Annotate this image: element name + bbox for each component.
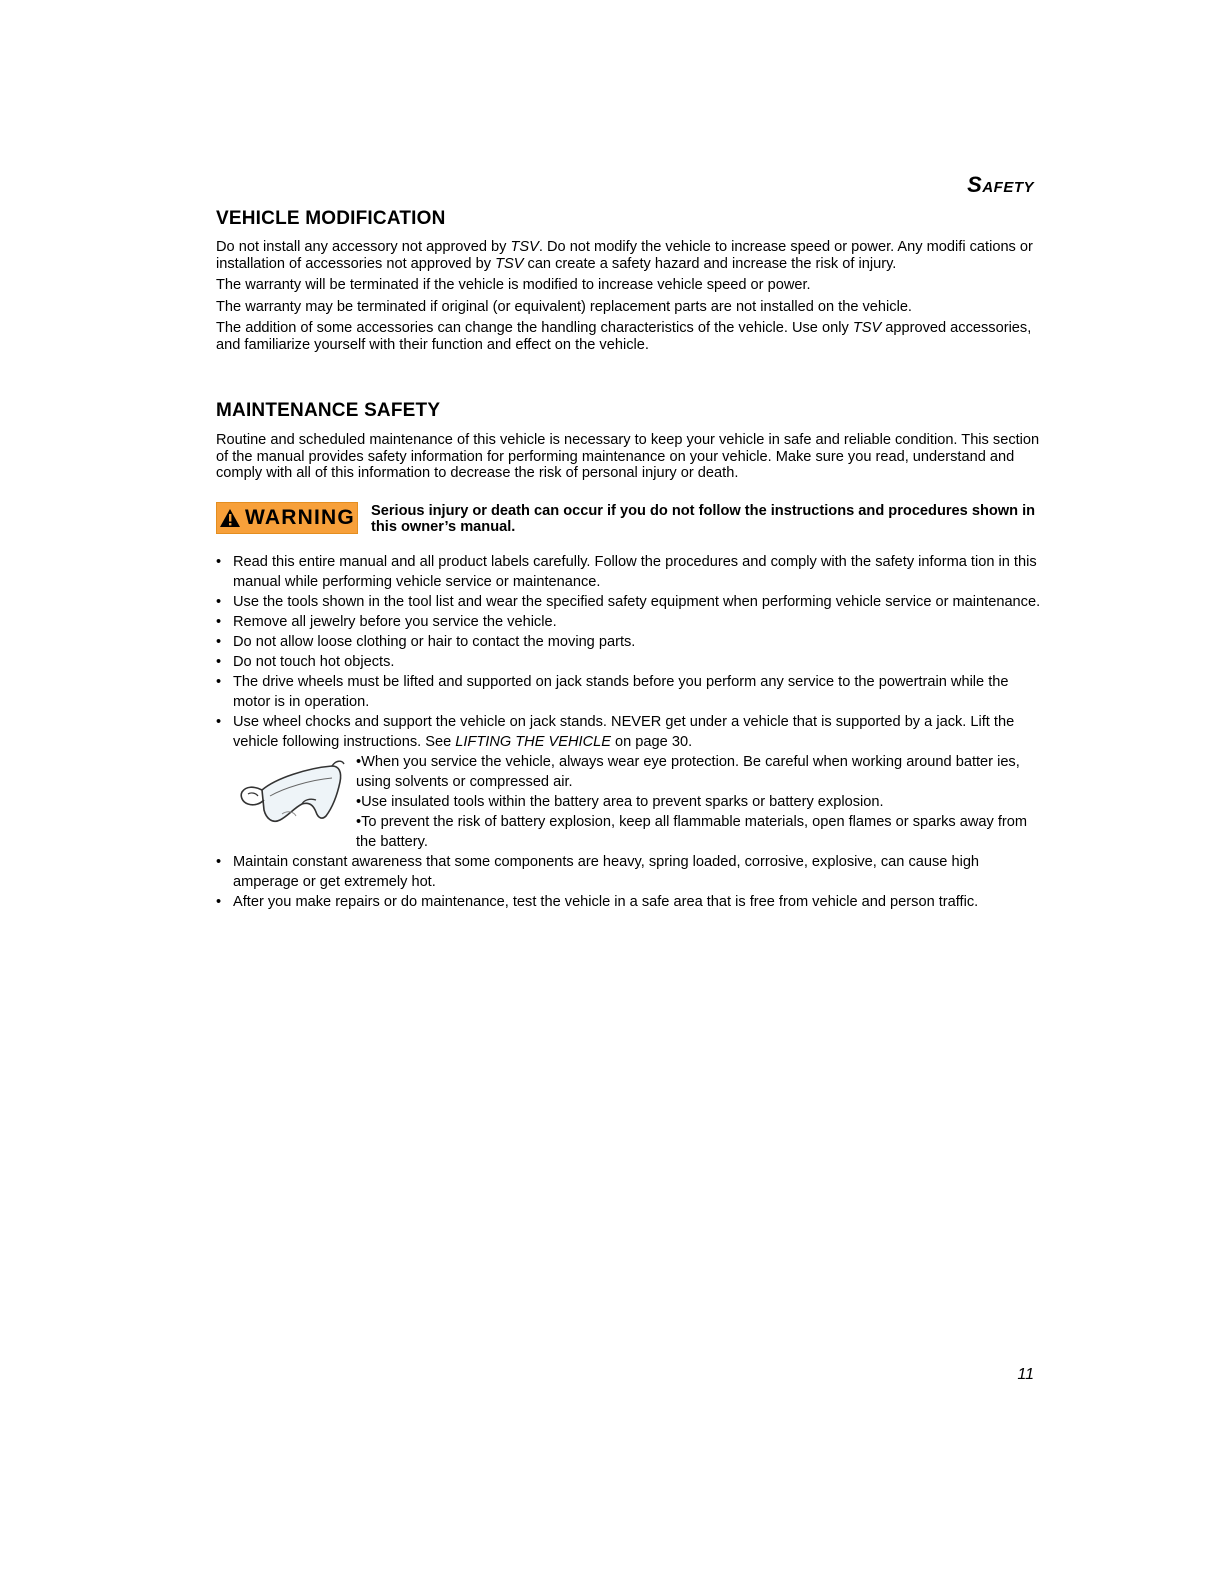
list-item-text: Use the tools shown in the tool list and wear the specified safety equipment when performing vehicle service or maintenance.	[233, 593, 1041, 610]
brand-name: TSV	[510, 239, 539, 255]
list-item	[216, 892, 1046, 912]
list-item-text: on page 30.	[610, 733, 693, 750]
safety-goggles-icon	[236, 756, 346, 836]
text: The addition of some accessories can change the handling characteristics of the vehicle. Use only	[216, 320, 853, 336]
text: Do not install any accessory not approved by	[216, 239, 511, 255]
list-item-text: Do not allow loose clothing or hair to contact the moving parts.	[233, 633, 636, 650]
list-item	[216, 552, 1046, 592]
running-head: Safety	[967, 172, 1034, 197]
bullet: •	[216, 553, 222, 570]
bullet: •	[216, 893, 222, 910]
eye-notes-list	[356, 752, 1046, 852]
bullet: •	[216, 853, 222, 870]
section-title-maintenance-safety: MAINTENANCE SAFETY	[216, 400, 441, 421]
list-item-text: Use wheel chocks and support the vehicle on jack stands. NEVER get under a vehicle that is supported by a jack. Lift the vehicle following instructions. See	[233, 713, 1015, 750]
eye-note: •When you service the vehicle, always wear eye protection. Be careful when working around batter ies, using solvents or compressed air.	[356, 753, 1020, 790]
warning-block	[216, 502, 1046, 536]
cross-reference: LIFTING THE VEHICLE	[455, 733, 611, 750]
warning-word: WARNING	[245, 505, 355, 529]
text: . Do not modify the vehicle to increase speed or power. Any modifi cations or installation of accessories not approved by	[216, 239, 1033, 272]
list-item-text: Remove all jewelry before you service the vehicle.	[233, 613, 557, 630]
list-item	[216, 652, 1046, 672]
brand-name: TSV	[495, 255, 524, 272]
list-item-text: Read this entire manual and all product labels carefully. Follow the procedures and comply with the safety informa tion in this manual while performing vehicle service or maintenance.	[233, 553, 1037, 590]
paragraph: The warranty may be terminated if original (or equivalent) replacement parts are not installed on the vehicle.	[216, 298, 912, 315]
eye-note: •To prevent the risk of battery explosion, keep all flammable materials, open flames or sparks away from the battery.	[356, 813, 1028, 850]
bullet: •	[216, 713, 222, 730]
paragraph	[216, 239, 1046, 272]
paragraph: Routine and scheduled maintenance of this vehicle is necessary to keep your vehicle in safe and reliable condition. This section of the manual provides safety information for performing maintenance on your vehicle. Make sure you read, understand and comply with all of this information to decrease the risk of personal injury or death.	[216, 432, 1040, 481]
list-item	[216, 632, 1046, 652]
bullet: •	[216, 673, 222, 690]
list-item	[216, 672, 1046, 712]
paragraph: The warranty will be terminated if the vehicle is modified to increase vehicle speed or power.	[216, 277, 811, 293]
warning-text: Serious injury or death can occur if you do not follow the instructions and procedures shown in this owner’s manual.	[371, 502, 1036, 535]
bullet: •	[216, 593, 222, 610]
list-item	[216, 852, 1046, 892]
brand-name: TSV	[852, 320, 882, 336]
list-item-text: Do not touch hot objects.	[233, 653, 395, 670]
section-title-vehicle-modification: VEHICLE MODIFICATION	[216, 208, 446, 229]
warning-triangle-icon	[219, 508, 241, 528]
list-item-text: Maintain constant awareness that some components are heavy, spring loaded, corrosive, explosive, can cause high amperage or get extremely hot.	[233, 853, 980, 890]
list-item	[216, 612, 1046, 632]
page-number: 11	[1017, 1366, 1034, 1383]
bullet: •	[216, 633, 222, 650]
list-item-text: The drive wheels must be lifted and supported on jack stands before you perform any service to the powertrain while the motor is in operation.	[233, 673, 1009, 710]
eye-protection-notes	[233, 752, 1046, 852]
list-item-text: After you make repairs or do maintenance, test the vehicle in a safe area that is free from vehicle and person traffic.	[233, 893, 979, 910]
list-item	[216, 592, 1046, 612]
safety-list	[216, 552, 1046, 912]
text: approved accessories, and familiarize yourself with their function and effect on the vehicle.	[216, 320, 1032, 353]
content	[216, 208, 1046, 912]
warning-label	[216, 502, 358, 534]
list-item	[216, 712, 1046, 852]
eye-note: •Use insulated tools within the battery area to prevent sparks or battery explosion.	[356, 793, 884, 810]
bullet: •	[216, 613, 222, 630]
bullet: •	[216, 653, 222, 670]
paragraph	[216, 320, 1046, 353]
text: can create a safety hazard and increase the risk of injury.	[523, 255, 897, 272]
